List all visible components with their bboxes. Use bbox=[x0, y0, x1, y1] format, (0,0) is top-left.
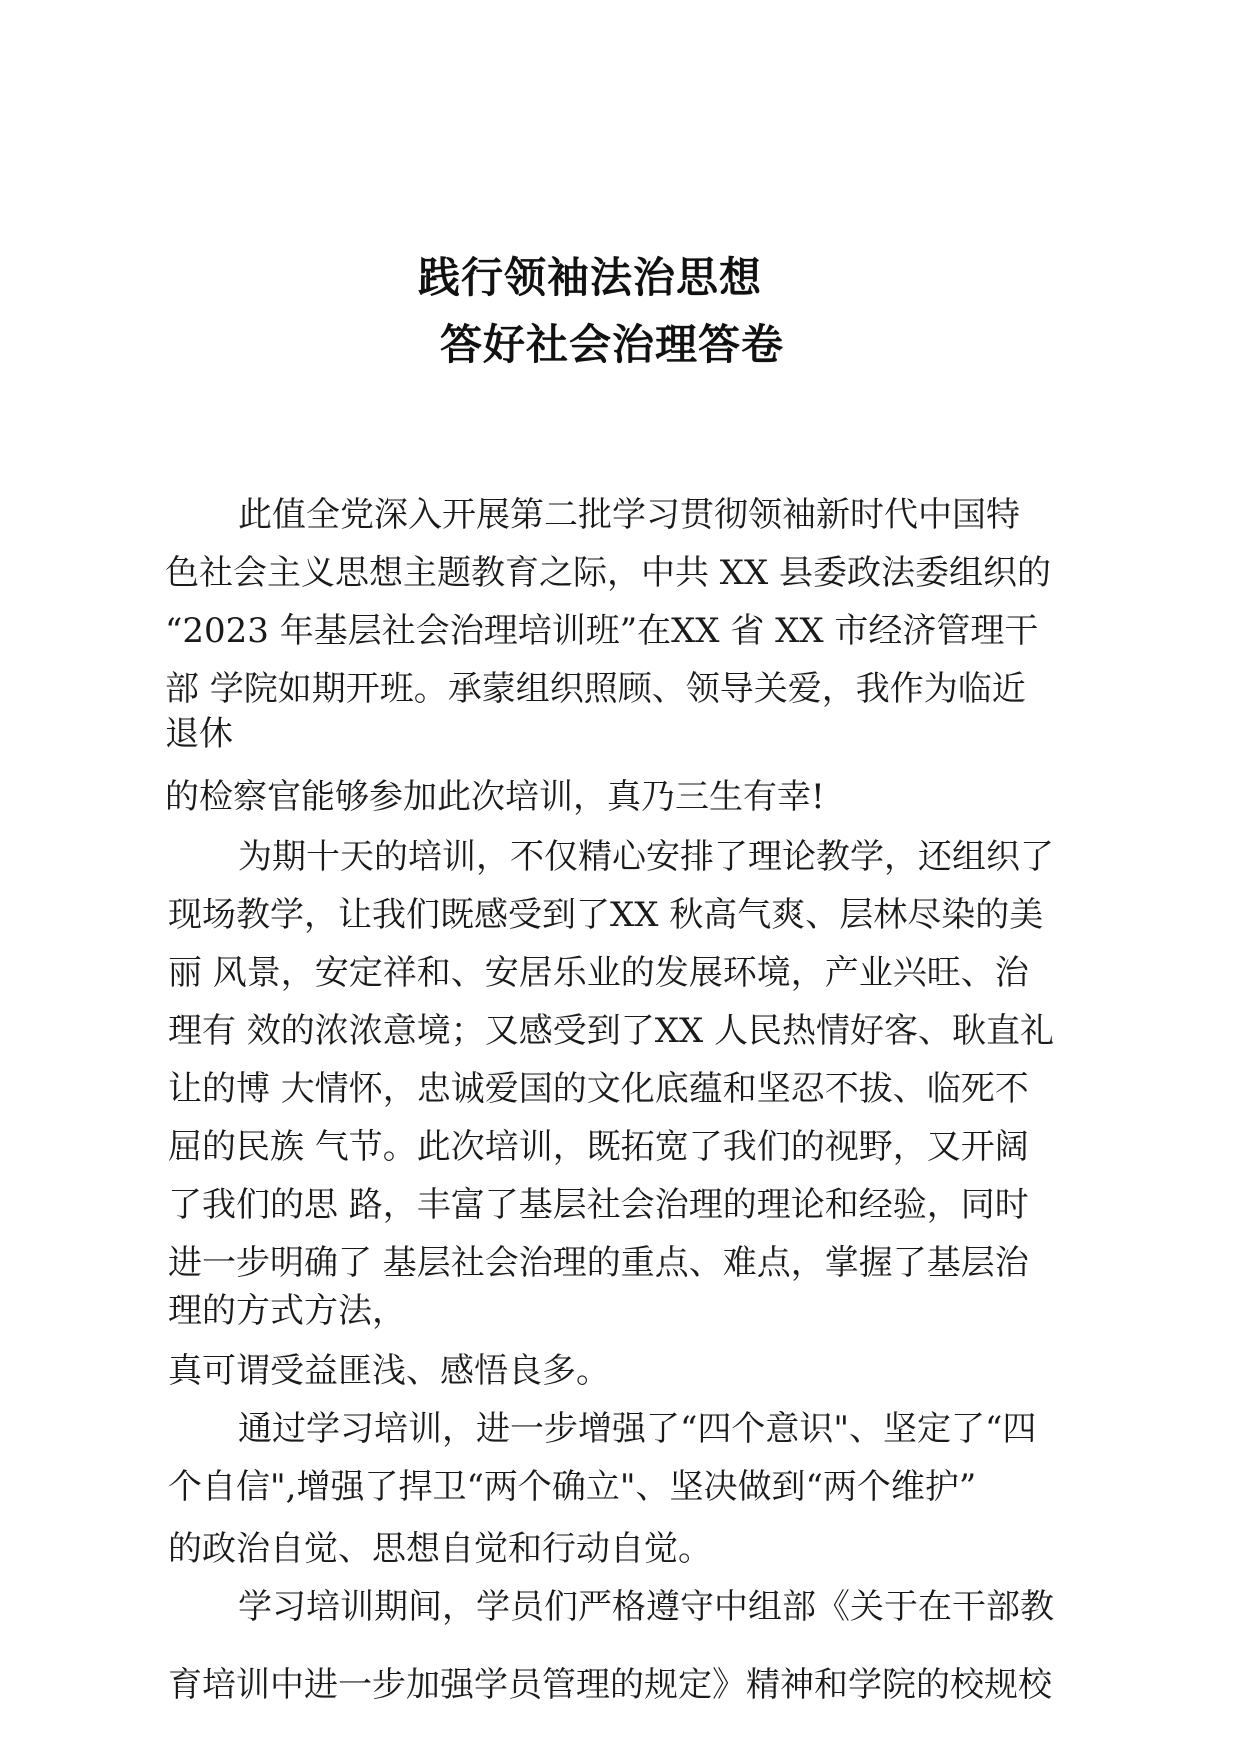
body-line: 屈的民族 气节。此次培训，既拓宽了我们的视野，又开阔 bbox=[168, 1127, 1029, 1167]
body-line: 育培训中进一步加强学员管理的规定》精神和学院的校规校 bbox=[168, 1665, 1052, 1705]
body-line: 理有 效的浓浓意境；又感受到了XX 人民热情好客、耿直礼 bbox=[168, 1011, 1055, 1051]
title-line-2: 答好社会治理答卷 bbox=[440, 320, 785, 369]
body-line: 的检察官能够参加此次培训，真乃三生有幸! bbox=[165, 777, 825, 817]
body-line: 个自信",增强了捍卫“两个确立"、坚决做到“两个维护” bbox=[168, 1467, 977, 1507]
body-line: 进一步明确了 基层社会治理的重点、难点，掌握了基层治 bbox=[168, 1243, 1029, 1283]
body-line: 的政治自觉、思想自觉和行动自觉。 bbox=[168, 1529, 712, 1569]
body-line: 学习培训期间，学员们严格遵守中组部《关于在干部教 bbox=[238, 1587, 1054, 1627]
body-line: 色社会主义思想主题教育之际，中共 XX 县委政法委组织的 bbox=[165, 553, 1052, 593]
body-line: 了我们的思 路，丰富了基层社会治理的理论和经验，同时 bbox=[168, 1185, 1029, 1225]
body-line: 真可谓受益匪浅、感悟良多。 bbox=[168, 1351, 610, 1391]
body-line: 理的方式方法， bbox=[168, 1291, 406, 1331]
title-line-1: 践行领袖法治思想 bbox=[418, 253, 763, 302]
body-line: 此值全党深入开展第二批学习贯彻领袖新时代中国特 bbox=[238, 495, 1020, 535]
body-line: “2023 年基层社会治理培训班”在XX 省 XX 市经济管理干 bbox=[165, 611, 1039, 651]
body-line: 通过学习培训，进一步增强了“四个意识"、坚定了“四 bbox=[238, 1409, 1037, 1449]
body-line: 现场教学，让我们既感受到了XX 秋高气爽、层林尽染的美 bbox=[168, 895, 1044, 935]
body-line: 丽 风景，安定祥和、安居乐业的发展环境，产业兴旺、治 bbox=[168, 953, 1029, 993]
body-line: 让的博 大情怀，忠诚爱国的文化底蕴和坚忍不拔、临死不 bbox=[168, 1069, 1029, 1109]
body-line: 为期十天的培训，不仅精心安排了理论教学，还组织了 bbox=[238, 837, 1054, 877]
body-line: 退休 bbox=[165, 714, 233, 754]
body-line: 部 学院如期开班。承蒙组织照顾、领导关爱，我作为临近 bbox=[165, 669, 1026, 709]
